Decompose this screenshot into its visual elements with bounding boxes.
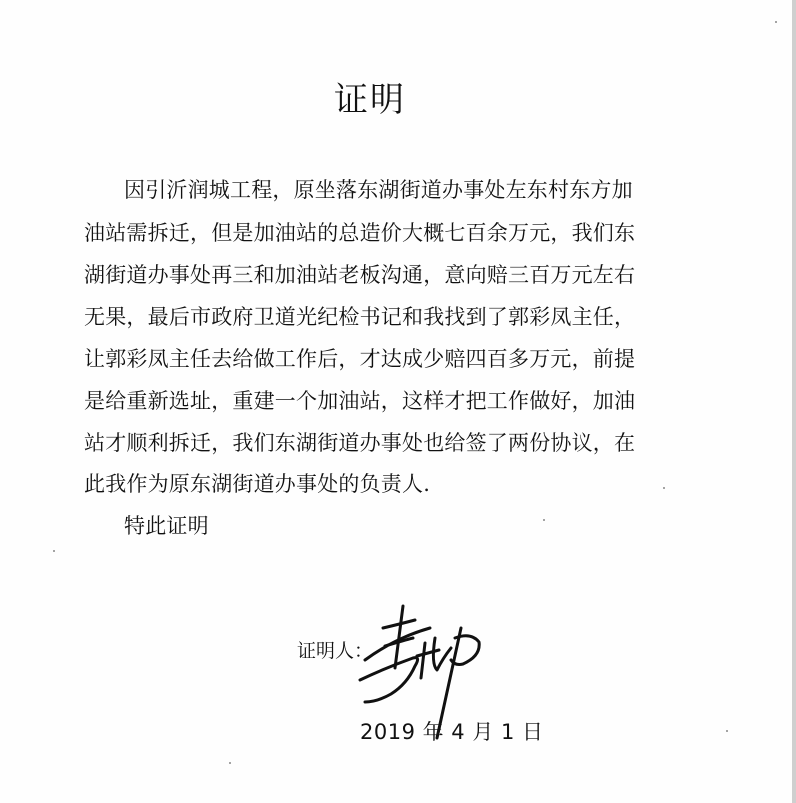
document-title: 证明 — [334, 80, 406, 120]
body-line-6: 是给重新选址，重建一个加油站，这样才把工作做好，加油 — [84, 389, 636, 413]
body-line-3: 湖街道办事处再三和加油站老板沟通，意向赔三百万元左右 — [84, 263, 636, 287]
body-line-2: 油站需拆迁，但是加油站的总造价大概七百余万元，我们东 — [84, 221, 636, 245]
body-line-7: 站才顺利拆迁，我们东湖街道办事处也给签了两份协议，在 — [84, 431, 636, 455]
document-date: 2019 年 4 月 1 日 — [360, 720, 544, 744]
closing-text: 特此证明 — [124, 514, 209, 538]
body-line-4: 无果，最后市政府卫道光纪检书记和我找到了郭彩凤主任， — [84, 305, 636, 329]
scan-speck — [229, 762, 231, 764]
body-line-1: 因引沂润城工程，原坐落东湖街道办事处左东村东方加 — [124, 178, 633, 202]
body-line-5: 让郭彩凤主任去给做工作后，才达成少赔四百多万元，前提 — [84, 347, 636, 371]
scan-speck — [726, 730, 728, 732]
body-line-8: 此我作为原东湖街道办事处的负责人. — [84, 472, 431, 496]
scan-speck — [543, 519, 545, 521]
scan-speck — [775, 21, 777, 23]
scan-speck — [53, 550, 55, 552]
scan-speck — [663, 487, 665, 489]
signer-label: 证明人： — [297, 640, 374, 662]
